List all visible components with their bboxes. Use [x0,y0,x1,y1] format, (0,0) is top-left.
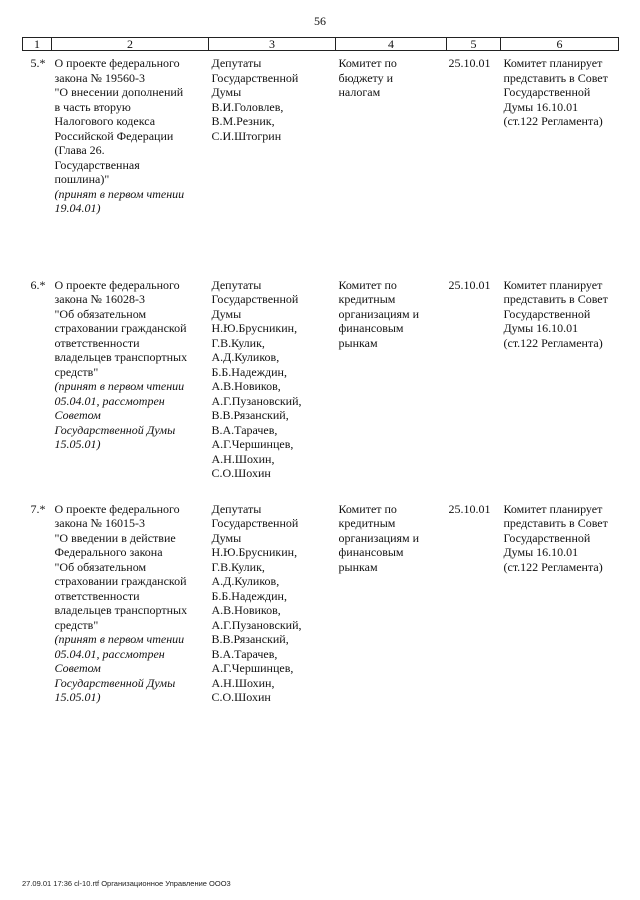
bill-title-line: закона № 16015-3 [54,516,145,530]
bill-title-line: средств" [54,617,99,632]
bill-note-line: (принят в первом чтении [54,632,185,646]
bill-note-line: 05.04.01, рассмотрен [54,393,165,408]
header-row [23,38,619,51]
author-line: В.В.Рязанский, [211,408,289,422]
bill-note-line: Советом [54,408,101,422]
bill-note-line: Государственной Думы [54,422,176,437]
author-line: Государственной [211,292,299,306]
author-line: С.О.Шохин [211,466,271,480]
bill-title-line: "О внесении дополнений [54,85,184,99]
document-footer: 27.09.01 17:36 cl-10.rtf Организационное Управление ООО3 [22,879,231,888]
committee-cell [336,273,447,497]
bill-title-line: Налогового кодекса [54,114,156,128]
author-line: Г.В.Кулик, [211,559,265,574]
author-line: Депутаты [211,56,262,70]
author-line: Депутаты [211,501,262,516]
header-col-2: 2 [52,38,209,51]
bill-title-line: (Глава 26. [54,143,105,157]
committee-line: кредитным [338,292,396,306]
author-line: Государственной [211,70,299,85]
author-line: Думы [211,306,242,321]
decision-line: представить в Совет [503,70,608,85]
decision-line: представить в Совет [503,292,608,306]
author-line: В.В.Рязанский, [211,632,289,646]
decision-line: (ст.122 Регламента) [503,114,603,128]
header-col-6: 6 [501,38,619,51]
committee-line: Комитет по [338,56,397,70]
bill-title-cell [52,273,209,497]
decision-line: Думы 16.10.01 [503,545,579,559]
date-cell: 25.10.01 [448,501,491,516]
item-number: 7.* [30,501,46,516]
author-line: Г.В.Кулик, [211,335,265,350]
author-line: А.В.Новиков, [211,379,281,393]
bill-title-line: "Об обязательном [54,306,147,321]
author-line: А.Д.Куликов, [211,574,280,588]
table-row [23,51,619,273]
table-row [23,497,619,707]
author-line: Н.Ю.Брусникин, [211,545,298,559]
committee-line: Комитет по [338,501,397,516]
author-line: Думы [211,85,242,99]
decision-cell [501,497,619,707]
bill-note-line: (принят в первом чтении [54,379,185,393]
bill-note-line: Государственной Думы [54,675,176,690]
bill-title-line: страховании гражданской [54,574,187,588]
author-line: В.А.Тарачев, [211,646,278,661]
committee-line: организациям и [338,306,420,321]
bill-title-line: Государственная [54,157,140,172]
author-line: А.Г.Пузановский, [211,617,302,632]
bill-title-line: "Об обязательном [54,559,147,574]
committee-line: налогам [338,85,381,99]
bill-title-line: Федерального закона [54,545,163,559]
page-number: 56 [314,14,326,28]
author-line: В.А.Тарачев, [211,422,278,437]
committee-line: кредитным [338,516,396,530]
author-line: А.Г.Пузановский, [211,393,302,408]
bill-note-line: 05.04.01, рассмотрен [54,646,165,661]
bills-table [22,37,619,707]
item-number: 6.* [30,277,46,292]
author-line: А.Н.Шохин, [211,675,275,690]
decision-line: (ст.122 Регламента) [503,335,603,350]
bill-title-line: О проекте федерального [54,501,180,516]
author-line: Б.Б.Надеждин, [211,364,287,379]
item-number: 5.* [30,56,46,70]
decision-line: Думы 16.10.01 [503,99,579,114]
bill-title-line: Российской Федерации [54,128,174,143]
bill-title-line: ответственности [54,588,140,603]
committee-line: организациям и [338,530,420,545]
committee-line: финансовым [338,321,404,335]
decision-line: Думы 16.10.01 [503,321,579,335]
decision-cell [501,273,619,497]
author-line: Н.Ю.Брусникин, [211,321,298,335]
author-line: А.В.Новиков, [211,603,281,617]
authors-cell [209,497,336,707]
author-line: Депутаты [211,277,262,292]
bill-title-line: О проекте федерального [54,277,180,292]
committee-line: рынкам [338,335,378,350]
committee-line: Комитет по [338,277,397,292]
bill-title-line: страховании гражданской [54,321,187,335]
decision-line: Комитет планирует [503,501,603,516]
authors-cell [209,51,336,273]
bill-title-line: закона № 19560-3 [54,70,145,85]
bill-title-line: владельцев транспортных [54,603,188,617]
header-col-1: 1 [23,38,52,51]
author-line: В.М.Резник, [211,114,275,128]
author-line: Думы [211,530,242,545]
committee-line: рынкам [338,559,378,574]
authors-cell [209,273,336,497]
bill-title-line: средств" [54,364,99,379]
author-line: С.И.Штогрин [211,128,282,143]
author-line: А.Д.Куликов, [211,350,280,364]
bill-title-line: О проекте федерального [54,56,180,70]
author-line: Государственной [211,516,299,530]
committee-line: бюджету и [338,70,394,85]
decision-line: Комитет планирует [503,277,603,292]
bill-title-line: "О введении в действие [54,530,176,545]
header-col-5: 5 [447,38,501,51]
date-cell: 25.10.01 [448,277,491,292]
decision-cell [501,51,619,273]
decision-line: представить в Совет [503,516,608,530]
date-cell: 25.10.01 [448,56,491,70]
header-col-4: 4 [336,38,447,51]
bill-title-cell [52,51,209,273]
bill-note-line: 15.05.01) [54,437,101,451]
bill-note-line: Советом [54,661,101,675]
decision-line: (ст.122 Регламента) [503,559,603,574]
bill-note-line: 15.05.01) [54,690,101,704]
decision-line: Государственной [503,306,591,321]
bill-title-line: в часть вторую [54,99,131,114]
author-line: А.Н.Шохин, [211,451,275,466]
decision-line: Государственной [503,85,591,99]
bill-title-line: владельцев транспортных [54,350,188,364]
committee-cell [336,497,447,707]
author-line: В.И.Головлев, [211,99,284,114]
decision-line: Государственной [503,530,591,545]
author-line: А.Г.Чершинцев, [211,437,294,451]
author-line: Б.Б.Надеждин, [211,588,287,603]
bill-title-cell [52,497,209,707]
table-row [23,273,619,497]
committee-line: финансовым [338,545,404,559]
bill-note-line: 19.04.01) [54,201,101,215]
bill-title-line: пошлина)" [54,172,110,186]
decision-line: Комитет планирует [503,56,603,70]
author-line: С.О.Шохин [211,690,271,704]
bill-note-line: (принят в первом чтении [54,186,185,201]
bill-title-line: закона № 16028-3 [54,292,145,306]
committee-cell [336,51,447,273]
author-line: А.Г.Чершинцев, [211,661,294,675]
header-col-3: 3 [209,38,336,51]
bill-title-line: ответственности [54,335,140,350]
